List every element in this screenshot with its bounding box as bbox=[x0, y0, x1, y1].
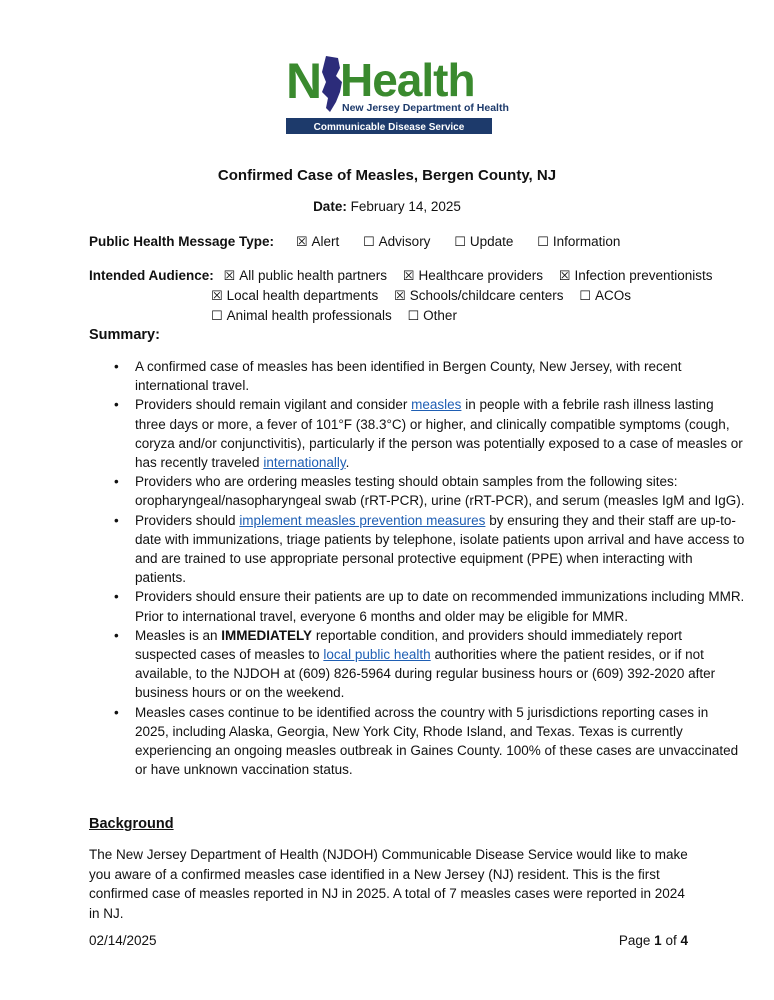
list-item bbox=[135, 587, 745, 625]
prevention-measures-link[interactable]: implement measles prevention measures bbox=[239, 512, 486, 528]
logo-brand-text: Health bbox=[340, 54, 475, 106]
bullet-text: authorities where the patient resides, or if not available, to the NJDOH at (609) 826-5964 during regular business hours or (609) 392-2020 after business hours or on the weekend. bbox=[135, 647, 716, 701]
audience-option bbox=[224, 268, 388, 284]
checkbox-unchecked-icon: ☐ bbox=[363, 235, 375, 250]
checkbox-unchecked-icon: ☐ bbox=[579, 289, 591, 304]
checkbox-checked-icon: ☒ bbox=[394, 289, 406, 304]
audience-option bbox=[408, 308, 457, 324]
nj-state-icon bbox=[322, 56, 342, 112]
list-item bbox=[135, 472, 745, 510]
audience-option bbox=[211, 308, 392, 324]
bullet-text: in people with a febrile rash illness lasting three days or more, a fever of 101°F (38.3°C) or higher, and clinically compatible symptoms (cough, coryza and/or conjunctivitis), particularly if the person was potentially exposed to a case of measles or has recently traveled bbox=[135, 397, 743, 471]
audience-row-3 bbox=[211, 308, 457, 324]
checkbox-checked-icon: ☒ bbox=[211, 289, 223, 304]
bullet-text: Measles is an bbox=[135, 627, 222, 643]
checkbox-unchecked-icon: ☐ bbox=[211, 309, 223, 324]
audience-option bbox=[403, 268, 543, 284]
option-label: ACOs bbox=[594, 288, 631, 303]
njhealth-logo-graphic bbox=[286, 52, 509, 134]
option-label: Healthcare providers bbox=[418, 268, 544, 283]
bullet-text: A confirmed case of measles has been identified in Bergen County, New Jersey, with recent international travel. bbox=[135, 359, 682, 394]
option-label: Animal health professionals bbox=[226, 308, 392, 323]
message-type-row bbox=[89, 234, 620, 250]
measles-link[interactable]: measles bbox=[411, 397, 462, 413]
bullet-text: Providers should bbox=[135, 512, 240, 528]
logo-unit-text: Communicable Disease Service bbox=[313, 122, 465, 133]
page-total: 4 bbox=[680, 933, 688, 948]
summary-heading: Summary: bbox=[89, 327, 160, 343]
option-label: Local health departments bbox=[226, 288, 379, 303]
date-value: February 14, 2025 bbox=[350, 199, 461, 214]
message-type-information bbox=[537, 234, 620, 250]
footer-date: 02/14/2025 bbox=[89, 933, 157, 948]
list-item bbox=[135, 511, 745, 588]
bullet-text: Providers who are ordering measles testing should obtain samples from the following sites: oropharyngeal/nasopharyngeal swab (rRT-PCR), urine (rRT-PCR), and serum (measles IgM and IgG). bbox=[135, 474, 745, 509]
checkbox-unchecked-icon: ☐ bbox=[454, 235, 466, 250]
audience-label: Intended Audience: bbox=[89, 268, 214, 283]
footer-page-number bbox=[600, 933, 688, 948]
logo-org-text: New Jersey Department of Health bbox=[342, 102, 509, 114]
background-heading: Background bbox=[89, 816, 174, 832]
checkbox-checked-icon: ☒ bbox=[402, 269, 415, 284]
option-label: Alert bbox=[311, 234, 340, 249]
date-line bbox=[0, 199, 774, 214]
page-title: Confirmed Case of Measles, Bergen County, NJ bbox=[217, 167, 557, 184]
page-word: Page bbox=[618, 933, 651, 948]
bullet-bold-text: IMMEDIATELY bbox=[221, 627, 313, 643]
message-type-label: Public Health Message Type: bbox=[89, 234, 275, 249]
date-label: Date: bbox=[313, 199, 347, 214]
list-item bbox=[135, 626, 745, 703]
checkbox-checked-icon: ☒ bbox=[295, 235, 308, 250]
bullet-text: reportable condition, and providers should immediately report suspected cases of measles to bbox=[135, 627, 683, 663]
list-item bbox=[135, 357, 745, 395]
checkbox-checked-icon: ☒ bbox=[558, 269, 571, 284]
option-label: Schools/childcare centers bbox=[409, 288, 564, 303]
checkbox-checked-icon: ☒ bbox=[223, 269, 236, 284]
list-item bbox=[135, 703, 745, 780]
njhealth-logo bbox=[286, 52, 509, 134]
option-label: Advisory bbox=[378, 234, 431, 249]
of-word: of bbox=[665, 933, 677, 948]
local-public-health-link[interactable]: local public health bbox=[323, 647, 431, 663]
option-label: Other bbox=[423, 308, 457, 323]
message-type-update bbox=[454, 234, 513, 250]
bullet-text: Providers should remain vigilant and consider bbox=[135, 397, 412, 413]
message-type-alert bbox=[296, 234, 339, 250]
option-label: All public health partners bbox=[239, 268, 388, 283]
audience-option bbox=[579, 288, 631, 304]
page-current: 1 bbox=[654, 933, 662, 948]
summary-list bbox=[89, 357, 745, 779]
audience-row-2 bbox=[211, 288, 631, 304]
bullet-text: Providers should ensure their patients are up to date on recommended immunizations including MMR. Prior to international travel, everyone 6 months and older may be eligible for MMR. bbox=[135, 589, 745, 624]
list-item bbox=[135, 395, 745, 472]
internationally-link[interactable]: internationally bbox=[263, 455, 346, 471]
audience-option bbox=[211, 288, 378, 304]
message-type-advisory bbox=[363, 234, 430, 250]
audience-row-1 bbox=[89, 268, 713, 284]
option-label: Update bbox=[469, 234, 514, 249]
bullet-text: Measles cases continue to be identified across the country with 5 jurisdictions reporting cases in 2025, including Alaska, Georgia, New York City, Rhode Island, and Texas. Texas is currently experiencing an ongoing measles outbreak in Gaines County. 100% of these cases are unvaccinated or have unknown vaccination status. bbox=[135, 704, 739, 778]
checkbox-unchecked-icon: ☐ bbox=[407, 309, 420, 324]
bullet-text: by ensuring they and their staff are up-to-date with immunizations, triage patients by telephone, isolate patients upon arrival and have access to and are trained to use appropriate personal protective equipment (PPE) when interacting with patients. bbox=[135, 512, 745, 586]
audience-option bbox=[559, 268, 713, 284]
option-label: Information bbox=[552, 234, 621, 249]
audience-option bbox=[394, 288, 563, 304]
background-paragraph: The New Jersey Department of Health (NJDOH) Communicable Disease Service would like to make you aware of a confirmed measles case identified in a New Jersey (NJ) resident. This is the first confirmed case of measles reported in NJ in 2025. A total of 7 measles cases were reported in 2024 in NJ. bbox=[89, 847, 688, 921]
option-label: Infection preventionists bbox=[574, 268, 713, 283]
bullet-text: . bbox=[345, 455, 350, 471]
logo-n-letter: N bbox=[286, 53, 323, 109]
checkbox-unchecked-icon: ☐ bbox=[537, 235, 549, 250]
